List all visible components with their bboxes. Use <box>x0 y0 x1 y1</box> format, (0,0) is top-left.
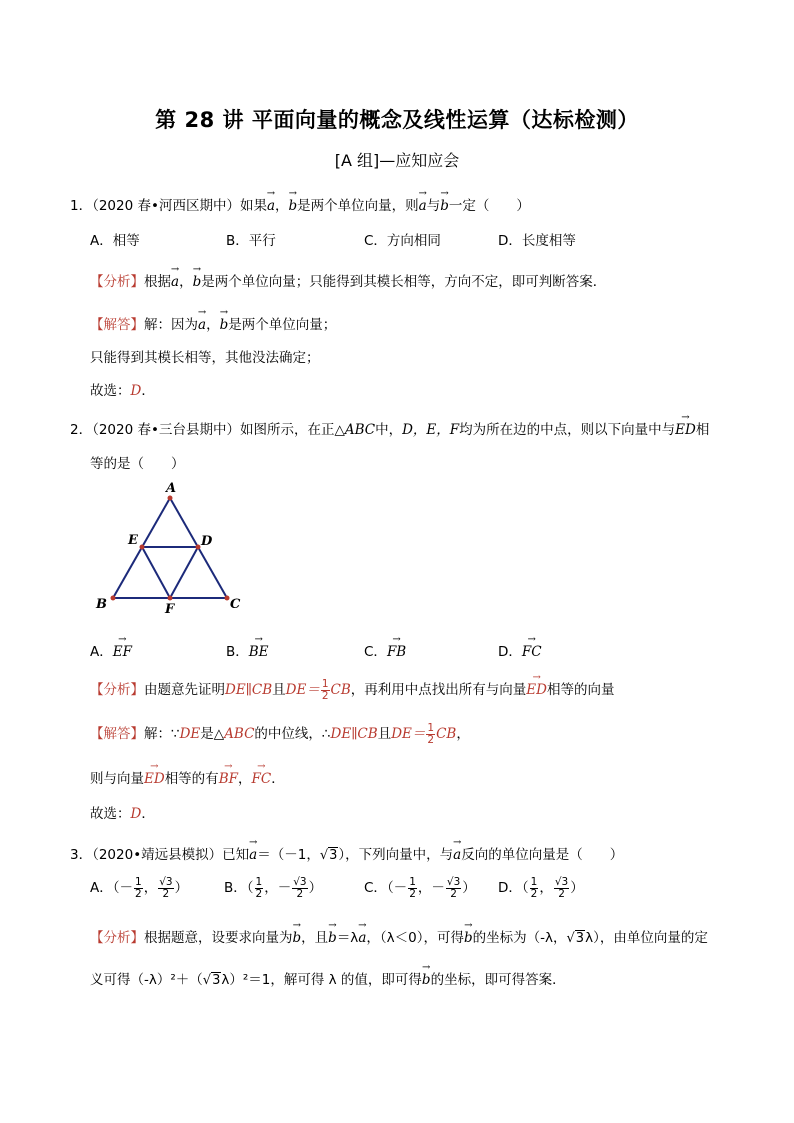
q2-choice: 故选：D． <box>90 806 155 822</box>
label-e: E <box>128 533 138 548</box>
q1-option-b[interactable]: B．平行 <box>226 233 276 249</box>
q1-solution: 【解答】解：因为→ a，→ b是两个单位向量； <box>90 313 336 333</box>
q2-option-a[interactable]: A．→ EF <box>90 640 132 660</box>
q3-analysis: 【分析】根据题意，设要求向量为→ b，且→ b＝λ→ a，（λ＜0），可得→ b的坐标为（-λ，√3λ），由单位向量的定 <box>90 926 708 946</box>
label-a: A <box>166 481 177 496</box>
label-f: F <box>165 602 175 616</box>
q1-analysis: 【分析】根据→ a，→ b是两个单位向量；只能得到其模长相等，方向不定，即可判断答案． <box>90 270 606 290</box>
question-2-stem-line2: 等的是（ ） <box>90 456 185 472</box>
point-c <box>225 596 230 601</box>
question-1-stem: 1．（2020 春•河西区期中）如果→ a，→ b是两个单位向量，则→ a与→ b一定（ ） <box>70 194 530 214</box>
q3-option-c[interactable]: C．（－ $\frac{1}{2}$ ，－ $\frac{√3}{2}$ ） <box>364 875 476 900</box>
q2-solution: 【解答】解：∵DE是△ABC的中位线，∴DE∥CB且DE＝ $\frac{1}{2}$ CB， <box>90 721 470 746</box>
question-2-stem: 2．（2020 春•三台县期中）如图所示，在正△ABC中，D，E，F均为所在边的中点，则以下向量中与→ ED相 <box>70 418 709 438</box>
q3-option-b[interactable]: B．（ $\frac{1}{2}$ ，－ $\frac{√3}{2}$ ） <box>224 875 323 900</box>
point-b <box>111 596 116 601</box>
q2-option-d[interactable]: D．→ FC <box>498 640 542 660</box>
page-title: 第 28 讲 平面向量的概念及线性运算（达标检测） <box>155 108 639 132</box>
q1-option-c[interactable]: C．方向相同 <box>364 233 441 249</box>
q1-solution-line2: 只能得到其模长相等，其他没法确定； <box>90 350 320 366</box>
question-3-stem: 3．（2020•靖远县模拟）已知→ a＝（－1，√3），下列向量中，与→ a反向的单位向量是（ ） <box>70 843 623 863</box>
q2-option-c[interactable]: C．→ FB <box>364 640 406 660</box>
q2-solution-line2: 则与向量→ ED相等的有→ BF，→ FC． <box>90 767 285 787</box>
q3-option-d[interactable]: D．（ $\frac{1}{2}$ ， $\frac{√3}{2}$ ） <box>498 875 584 900</box>
point-a <box>168 496 173 501</box>
q1-choice: 故选：D． <box>90 383 155 399</box>
segment-df <box>170 547 198 598</box>
triangle-figure <box>90 476 250 616</box>
q3-option-a[interactable]: A．（－ $\frac{1}{2}$ ， $\frac{√3}{2}$ ） <box>90 875 189 900</box>
q2-option-b[interactable]: B．→ BE <box>226 640 269 660</box>
q3-analysis-line2: 义可得（-λ）²＋（√3λ）²＝1，解可得 λ 的值，即可得→ b的坐标，即可得答案． <box>90 968 566 988</box>
point-f <box>168 596 173 601</box>
segment-ef <box>142 547 170 598</box>
point-d <box>196 545 201 550</box>
label-b: B <box>96 597 107 612</box>
q1-option-d[interactable]: D．长度相等 <box>498 233 576 249</box>
label-d: D <box>201 534 213 549</box>
q1-option-a[interactable]: A．相等 <box>90 233 140 249</box>
label-c: C <box>230 597 241 612</box>
point-e <box>140 545 145 550</box>
page-subtitle: [A 组]—应知应会 <box>334 151 460 170</box>
q2-analysis: 【分析】由题意先证明DE∥CB且DE＝ $\frac{1}{2}$ CB，再利用中点找出所有与向量→ ED相等的向量 <box>90 678 614 702</box>
